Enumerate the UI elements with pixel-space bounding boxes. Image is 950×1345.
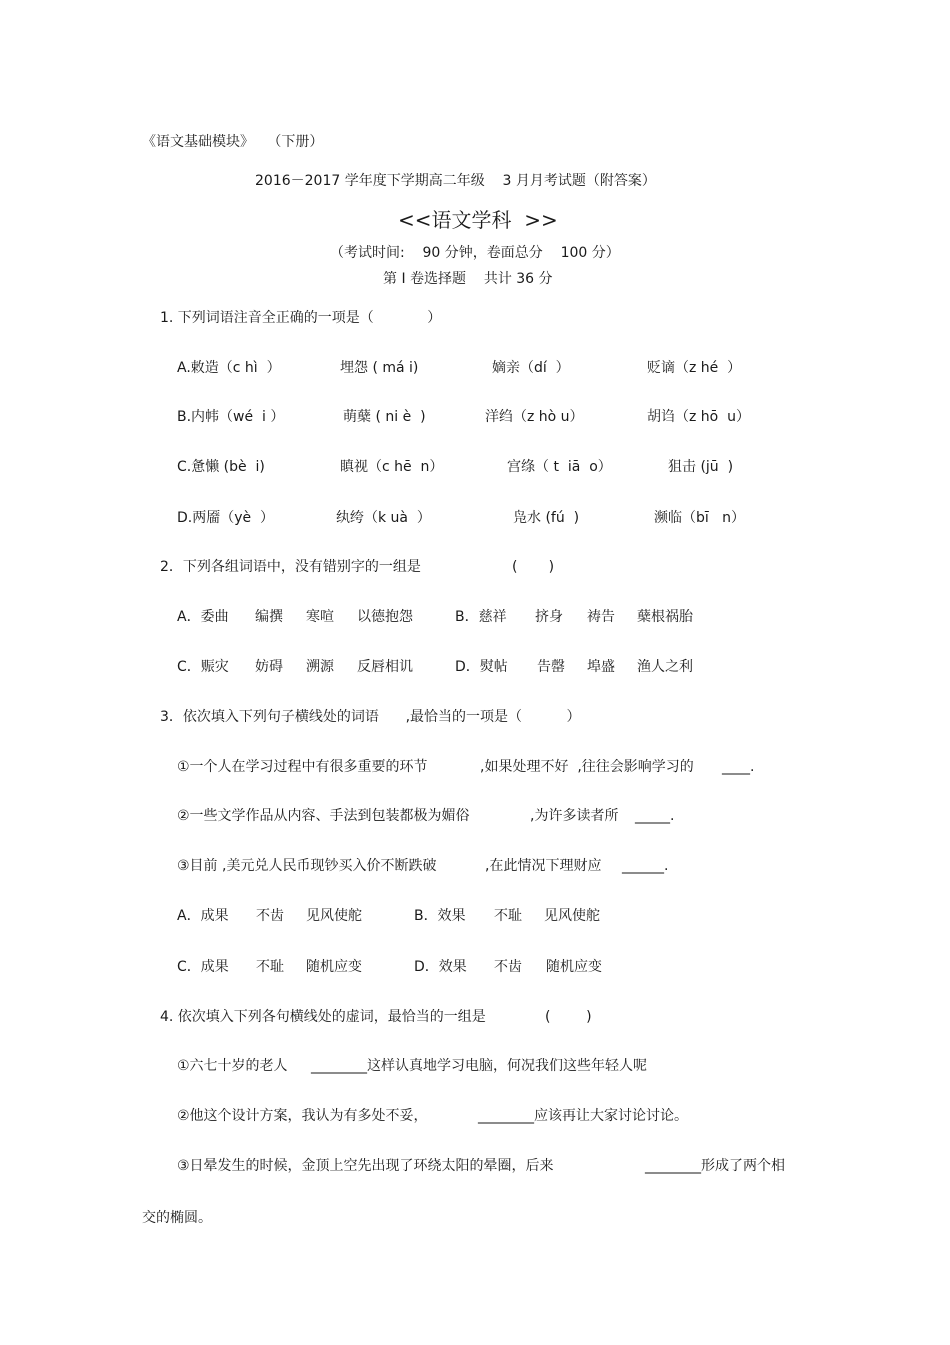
exam-info: （考试时间: 90 分钟，卷面总分 100 分） (330, 245, 620, 261)
q4-sentence-3-part-2: ________形成了两个相 (645, 1158, 785, 1174)
q3-option-c-word-2: 不耻 (256, 959, 284, 975)
q3-sentence-3-part-2: ,在此情况下理财应 (485, 858, 602, 874)
q1-option-c-1: C.惫懒 (bè i) (177, 459, 265, 475)
q3-sentence-1-part-2: ,如果处理不好 ,往往会影响学习的 (480, 759, 694, 775)
question-4-stem: 4. 依次填入下列各句横线处的虚词，最恰当的一组是 (160, 1009, 486, 1025)
q3-sentence-3-part-1: ③目前 ,美元兑人民币现钞买入价不断跌破 (177, 858, 437, 874)
q2-option-a-word-3: 寒喧 (306, 609, 334, 625)
q3-sentence-2-blank: _____. (635, 808, 675, 824)
q2-option-b-word-2: 挤身 (535, 609, 563, 625)
q3-option-d-word-3: 随机应变 (546, 959, 602, 975)
q1-option-a-4: 贬谪（z hé ） (647, 360, 742, 376)
q4-sentence-2-part-2: ________应该再让大家讨论讨论。 (478, 1108, 688, 1124)
question-1-stem: 1. 下列词语注音全正确的一项是（ ） (160, 310, 442, 326)
q2-option-d-word-3: 埠盛 (587, 659, 615, 675)
q1-option-b-2: 萌蘖 ( ni è ) (343, 409, 426, 425)
q3-option-c-label: C．成果 (177, 959, 229, 975)
q1-option-b-4: 胡诌（z hō u） (647, 409, 751, 425)
q3-option-b-word-3: 见风使舵 (544, 908, 600, 924)
q3-sentence-1-blank: ____. (722, 759, 755, 775)
q3-sentence-2-part-2: ,为许多读者所 (530, 808, 619, 824)
q1-option-b-1: B.内帏（wé i ） (177, 409, 285, 425)
q3-option-d-label: D．效果 (414, 959, 467, 975)
q1-option-a-3: 嫡亲（dí ） (492, 360, 570, 376)
q1-option-b-3: 洋绉（z hò u） (485, 409, 584, 425)
q2-option-b-word-4: 蘖根祸胎 (637, 609, 693, 625)
q3-option-b-label: B．效果 (414, 908, 466, 924)
q3-sentence-3-blank: ______. (622, 858, 669, 874)
q3-sentence-2-part-1: ②一些文学作品从内容、手法到包装都极为媚俗 (177, 808, 470, 824)
q1-option-a-1: A.敕造（c hì ） (177, 360, 281, 376)
question-2-answer-paren: ( ) (512, 559, 555, 575)
q2-option-a-word-2: 编撰 (255, 609, 283, 625)
q3-option-a-word-2: 不齿 (256, 908, 284, 924)
q1-option-a-2: 埋怨 ( má i) (340, 360, 419, 376)
question-3-stem: 3．依次填入下列句子横线处的词语 ,最恰当的一项是（ ） (160, 709, 581, 725)
exam-title: 2016－2017 学年度下学期高二年级 3 月月考试题（附答案） (255, 173, 656, 189)
q4-sentence-2-part-1: ②他这个设计方案，我认为有多处不妥， (177, 1108, 428, 1124)
q1-option-d-3: 凫水 (fú ) (513, 510, 580, 526)
q2-option-c-label: C．赈灾 (177, 659, 229, 675)
book-title: 《语文基础模块》 （下册） (142, 134, 324, 150)
q3-sentence-1-part-1: ①一个人在学习过程中有很多重要的环节 (177, 759, 428, 775)
q2-option-c-word-4: 反唇相讥 (357, 659, 413, 675)
q3-option-a-word-3: 见风使舵 (306, 908, 362, 924)
question-2-stem: 2．下列各组词语中，没有错别字的一组是 (160, 559, 421, 575)
q4-sentence-1-part-1: ①六七十岁的老人 (177, 1058, 288, 1074)
q3-option-a-label: A．成果 (177, 908, 229, 924)
q2-option-d-word-4: 渔人之利 (637, 659, 693, 675)
q2-option-b-word-3: 祷告 (587, 609, 615, 625)
q2-option-a-word-4: 以德抱怨 (357, 609, 413, 625)
q1-option-c-4: 狙击 (jū ) (668, 459, 734, 475)
q3-option-d-word-2: 不齿 (494, 959, 522, 975)
q2-option-d-label: D．熨帖 (455, 659, 508, 675)
question-4-answer-paren: ( ) (545, 1009, 592, 1025)
q3-option-b-word-2: 不耻 (494, 908, 522, 924)
q2-option-d-word-2: 告罄 (537, 659, 565, 675)
q4-sentence-1-part-2: ________这样认真地学习电脑，何况我们这些年轻人呢 (311, 1058, 647, 1074)
q3-option-c-word-3: 随机应变 (306, 959, 362, 975)
q4-sentence-3-continuation: 交的椭圆。 (142, 1210, 212, 1226)
q2-option-c-word-2: 妨碍 (255, 659, 283, 675)
q1-option-d-4: 濒临（bī n） (654, 510, 745, 526)
section-title: 第 I 卷选择题 共计 36 分 (383, 271, 553, 287)
q1-option-d-1: D.两靥（yè ） (177, 510, 275, 526)
subject-title: <<语文学科 >> (398, 208, 558, 232)
q2-option-b-label: B．慈祥 (455, 609, 507, 625)
q2-option-a-label: A．委曲 (177, 609, 229, 625)
q4-sentence-3-part-1: ③日晕发生的时候，金顶上空先出现了环绕太阳的晕圈，后来 (177, 1158, 554, 1174)
q1-option-d-2: 纨绔（k uà ） (336, 510, 431, 526)
q2-option-c-word-3: 溯源 (306, 659, 334, 675)
q1-option-c-2: 瞋视（c hē n） (340, 459, 444, 475)
q1-option-c-3: 宫绦（ t iā o） (507, 459, 612, 475)
